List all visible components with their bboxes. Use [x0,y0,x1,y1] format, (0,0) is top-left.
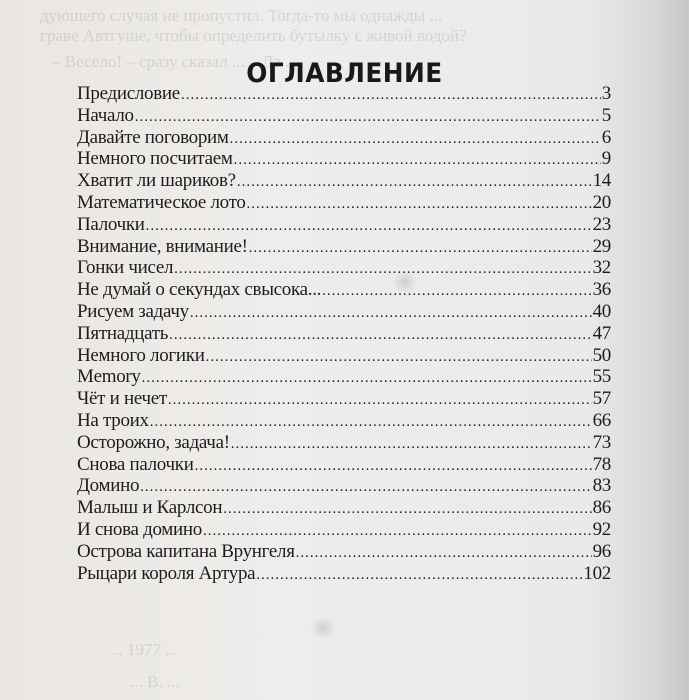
toc-entry-page: 57 [592,388,611,410]
toc-entry-title: Чёт и нечет [77,388,167,410]
toc-entry-title: Немного посчитаем [77,148,233,170]
toc-entry-title: Острова капитана Врунгеля [77,540,295,562]
toc-entry[interactable] [77,257,611,279]
toc-entry-title: Снова палочки [77,453,194,475]
toc-entry-title: Не думай о секундах свысока... [77,279,322,301]
toc-entry-page: 23 [592,213,611,235]
toc-leader-dots [256,565,582,587]
toc-entry-title: Палочки [77,213,145,235]
toc-leader-dots [231,434,592,456]
toc-entry-title: На троих [77,409,149,431]
toc-entry[interactable] [77,366,611,388]
toc-entry-page: 55 [592,366,611,388]
toc-entry-page: 40 [592,300,611,322]
toc-entry-page: 32 [592,257,611,279]
toc-leader-dots [203,521,592,543]
toc-entry-page: 66 [592,409,611,431]
toc-leader-dots [174,259,591,281]
toc-entry[interactable] [77,301,611,323]
toc-entry[interactable] [77,541,611,563]
toc-entry-page: 86 [592,497,611,519]
toc-leader-dots [140,477,591,499]
toc-entry[interactable] [77,83,611,105]
toc-entry-title: Домино [77,475,140,497]
toc-leader-dots [150,412,592,434]
toc-entry[interactable] [77,192,611,214]
table-of-contents [77,83,611,584]
toc-entry-title: Давайте поговорим [77,126,229,148]
toc-entry[interactable] [77,475,611,497]
toc-entry-page: 102 [583,562,611,584]
toc-entry-title: Начало [77,104,134,126]
toc-entry-title: Гонки чисел [77,257,174,279]
toc-entry[interactable] [77,497,611,519]
toc-leader-dots [296,543,592,565]
toc-leader-dots [206,347,592,369]
toc-entry-title: Осторожно, задача! [77,431,230,453]
bleed-through-text: граве Автгуше, чтобы определить бутылку с живой водой? [40,26,467,45]
toc-leader-dots [190,303,592,325]
toc-leader-dots [223,499,591,521]
toc-entry[interactable] [77,323,611,345]
toc-entry-page: 29 [592,235,611,257]
toc-entry-page: 83 [592,475,611,497]
toc-entry-page: 92 [592,518,611,540]
paper-speck [308,618,338,638]
toc-entry-title: Немного логики [77,344,205,366]
toc-entry[interactable] [77,127,611,149]
toc-entry[interactable] [77,454,611,476]
toc-leader-dots [135,107,601,129]
toc-entry-page: 50 [592,344,611,366]
toc-entry[interactable] [77,519,611,541]
toc-entry-page: 36 [592,279,611,301]
toc-entry-title: И снова домино [77,518,202,540]
toc-entry[interactable] [77,236,611,258]
toc-leader-dots [181,85,601,107]
toc-entry-page: 6 [601,126,611,148]
bleed-through-text: ... 1977 ... [110,640,178,659]
page-title: ОГЛАВЛЕНИЕ [246,58,443,89]
toc-leader-dots [249,238,592,260]
bleed-through-text: – Весело! – сразу сказал ... – Да ... [52,52,298,71]
toc-entry-title: Пятнадцать [77,322,169,344]
toc-leader-dots [146,216,592,238]
toc-entry[interactable] [77,105,611,127]
toc-leader-dots [168,390,592,412]
toc-entry-title: Рисуем задачу [77,300,189,322]
toc-entry-page: 78 [592,453,611,475]
toc-entry[interactable] [77,388,611,410]
toc-entry-page: 47 [592,322,611,344]
toc-entry-title: Предисловие [77,83,180,104]
toc-entry-title: Внимание, внимание! [77,235,248,257]
toc-entry[interactable] [77,432,611,454]
toc-entry[interactable] [77,214,611,236]
toc-entry-title: Хватит ли шариков? [77,170,236,192]
toc-leader-dots [234,150,601,172]
bleed-through-text: дующего случая не пропустил. Тогда-то мы однажды ... [40,6,443,25]
toc-entry-title: Математическое лото [77,191,246,213]
toc-entry[interactable] [77,563,611,585]
toc-entry[interactable] [77,279,611,301]
toc-entry-page: 3 [601,83,611,104]
toc-leader-dots [169,325,591,347]
toc-leader-dots [195,456,592,478]
bleed-through-text: ... В. ... [130,672,180,691]
toc-leader-dots [322,281,591,303]
toc-entry-title: Рыцари короля Артура [77,562,256,584]
toc-entry[interactable] [77,170,611,192]
toc-leader-dots [237,172,592,194]
toc-entry-title: Memory [77,366,141,388]
toc-entry[interactable] [77,148,611,170]
toc-entry-page: 73 [592,431,611,453]
toc-entry-page: 20 [592,191,611,213]
toc-entry[interactable] [77,345,611,367]
toc-entry-title: Малыш и Карлсон [77,497,223,519]
toc-entry-page: 9 [601,148,611,170]
toc-entry-page: 5 [601,104,611,126]
toc-leader-dots [142,368,592,390]
toc-entry[interactable] [77,410,611,432]
toc-leader-dots [230,129,601,151]
toc-entry-page: 14 [592,170,611,192]
toc-entry-page: 96 [592,540,611,562]
toc-leader-dots [247,194,592,216]
